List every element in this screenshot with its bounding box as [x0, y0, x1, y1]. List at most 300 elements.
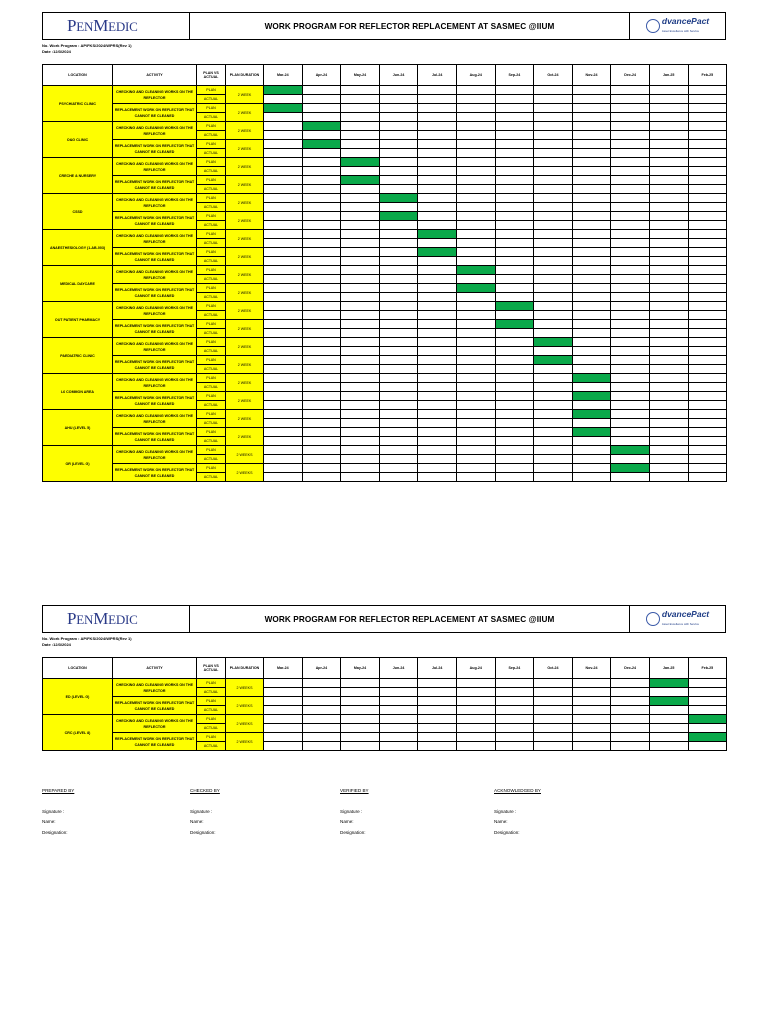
schedule-cell — [495, 311, 534, 320]
location-name: PSYCHIATRIC CLINIC — [43, 86, 113, 122]
schedule-cell — [688, 697, 727, 706]
schedule-cell — [688, 131, 727, 140]
plan-label: PLAN — [197, 86, 226, 95]
schedule-cell — [534, 185, 573, 194]
schedule-cell — [649, 122, 688, 131]
schedule-cell — [572, 473, 611, 482]
schedule-cell — [688, 95, 727, 104]
schedule-cell — [418, 293, 457, 302]
schedule-cell — [302, 221, 341, 230]
table-row — [43, 122, 727, 131]
schedule-cell — [688, 176, 727, 185]
schedule-cell — [264, 176, 303, 185]
schedule-cell — [572, 320, 611, 329]
schedule-cell — [264, 320, 303, 329]
schedule-cell — [264, 257, 303, 266]
schedule-cell — [302, 428, 341, 437]
schedule-cell — [418, 239, 457, 248]
schedule-cell — [264, 428, 303, 437]
schedule-cell — [649, 455, 688, 464]
schedule-cell — [418, 338, 457, 347]
schedule-cell — [379, 356, 418, 365]
schedule-cell — [418, 356, 457, 365]
schedule-cell — [572, 464, 611, 473]
schedule-cell — [341, 392, 380, 401]
schedule-cell — [688, 167, 727, 176]
schedule-cell — [341, 122, 380, 131]
schedule-cell — [456, 293, 495, 302]
schedule-cell — [572, 293, 611, 302]
document-date: Date :12/3/2024 — [42, 49, 71, 54]
schedule-cell — [495, 688, 534, 697]
schedule-cell — [302, 266, 341, 275]
schedule-cell — [418, 140, 457, 149]
plan-label: PLAN — [197, 446, 226, 455]
location-name: OR (LEVEL G) — [43, 446, 113, 482]
schedule-cell — [456, 697, 495, 706]
schedule-cell — [688, 230, 727, 239]
schedule-cell — [649, 724, 688, 733]
schedule-cell — [649, 383, 688, 392]
schedule-cell — [534, 140, 573, 149]
location-name: CRC (LEVEL 8) — [43, 715, 113, 751]
schedule-cell — [534, 401, 573, 410]
schedule-cell — [534, 230, 573, 239]
schedule-cell — [264, 392, 303, 401]
schedule-cell — [379, 203, 418, 212]
schedule-cell — [264, 455, 303, 464]
activity-name: CHECKING AND CLEANING WORKS ON THE REFLECTOR — [113, 338, 197, 356]
schedule-cell — [302, 706, 341, 715]
schedule-cell — [379, 221, 418, 230]
schedule-cell — [649, 176, 688, 185]
plan-bar — [418, 248, 457, 257]
schedule-cell — [572, 338, 611, 347]
table-row — [43, 176, 727, 185]
schedule-cell — [379, 365, 418, 374]
schedule-cell — [456, 320, 495, 329]
schedule-cell — [495, 203, 534, 212]
schedule-cell — [341, 679, 380, 688]
plan-label: PLAN — [197, 392, 226, 401]
schedule-cell — [649, 239, 688, 248]
schedule-cell — [264, 266, 303, 275]
verified-by-block: VERIFIED BY Signature : Name: Designation: — [340, 788, 369, 835]
schedule-cell — [456, 679, 495, 688]
schedule-cell — [688, 437, 727, 446]
plan-duration: 2 WEEK — [226, 176, 264, 194]
actual-label: ACTUAL — [197, 329, 226, 338]
plan-bar — [611, 464, 650, 473]
schedule-cell — [341, 419, 380, 428]
schedule-cell — [572, 347, 611, 356]
schedule-cell — [495, 266, 534, 275]
page-1 — [42, 12, 726, 482]
schedule-cell — [418, 697, 457, 706]
plan-duration: 2 WEEK — [226, 212, 264, 230]
actual-label: ACTUAL — [197, 149, 226, 158]
schedule-cell — [302, 320, 341, 329]
plan-duration: 2 WEEKS — [226, 715, 264, 733]
table-row — [43, 715, 727, 724]
schedule-cell — [495, 383, 534, 392]
schedule-cell — [302, 437, 341, 446]
schedule-cell — [264, 446, 303, 455]
schedule-cell — [649, 113, 688, 122]
schedule-cell — [688, 742, 727, 751]
schedule-cell — [341, 149, 380, 158]
plan-duration: 2 WEEK — [226, 122, 264, 140]
plan-bar — [495, 302, 534, 311]
schedule-cell — [649, 248, 688, 257]
schedule-cell — [534, 248, 573, 257]
schedule-cell — [649, 257, 688, 266]
schedule-cell — [572, 419, 611, 428]
schedule-cell — [572, 437, 611, 446]
schedule-cell — [302, 715, 341, 724]
col-header-activity: ACTIVITY — [113, 658, 197, 679]
schedule-cell — [418, 706, 457, 715]
schedule-cell — [534, 293, 573, 302]
schedule-cell — [611, 688, 650, 697]
schedule-table-1 — [42, 64, 727, 482]
schedule-cell — [611, 212, 650, 221]
schedule-cell — [302, 392, 341, 401]
schedule-cell — [495, 347, 534, 356]
schedule-cell — [688, 356, 727, 365]
schedule-cell — [379, 86, 418, 95]
schedule-cell — [379, 104, 418, 113]
schedule-cell — [534, 104, 573, 113]
plan-duration: 2 WEEK — [226, 194, 264, 212]
actual-label: ACTUAL — [197, 473, 226, 482]
schedule-cell — [418, 167, 457, 176]
schedule-cell — [572, 230, 611, 239]
schedule-cell — [495, 293, 534, 302]
col-header-month: May-24 — [341, 65, 380, 86]
schedule-cell — [456, 706, 495, 715]
schedule-cell — [264, 230, 303, 239]
actual-label: ACTUAL — [197, 131, 226, 140]
schedule-cell — [418, 724, 457, 733]
schedule-cell — [688, 158, 727, 167]
schedule-cell — [341, 311, 380, 320]
schedule-cell — [495, 473, 534, 482]
schedule-cell — [379, 167, 418, 176]
actual-label: ACTUAL — [197, 167, 226, 176]
schedule-cell — [534, 446, 573, 455]
schedule-cell — [649, 733, 688, 742]
plan-label: PLAN — [197, 266, 226, 275]
schedule-cell — [302, 275, 341, 284]
schedule-cell — [649, 203, 688, 212]
schedule-cell — [341, 473, 380, 482]
schedule-cell — [534, 221, 573, 230]
schedule-cell — [572, 113, 611, 122]
schedule-cell — [534, 158, 573, 167]
plan-bar — [572, 410, 611, 419]
schedule-cell — [264, 383, 303, 392]
schedule-cell — [495, 284, 534, 293]
schedule-cell — [456, 383, 495, 392]
schedule-cell — [611, 230, 650, 239]
schedule-cell — [572, 203, 611, 212]
schedule-cell — [534, 374, 573, 383]
schedule-cell — [418, 86, 457, 95]
table-row — [43, 248, 727, 257]
schedule-cell — [534, 383, 573, 392]
schedule-cell — [302, 688, 341, 697]
schedule-cell — [264, 715, 303, 724]
schedule-cell — [495, 95, 534, 104]
col-header-plan-vs-actual: PLAN VS ACTUAL — [197, 658, 226, 679]
plan-label: PLAN — [197, 248, 226, 257]
schedule-cell — [379, 697, 418, 706]
schedule-cell — [264, 697, 303, 706]
schedule-cell — [688, 401, 727, 410]
schedule-cell — [418, 401, 457, 410]
schedule-cell — [379, 284, 418, 293]
schedule-cell — [572, 383, 611, 392]
actual-label: ACTUAL — [197, 239, 226, 248]
schedule-cell — [649, 437, 688, 446]
schedule-cell — [456, 194, 495, 203]
schedule-cell — [495, 131, 534, 140]
schedule-cell — [302, 455, 341, 464]
schedule-cell — [341, 203, 380, 212]
schedule-cell — [611, 374, 650, 383]
table-row — [43, 464, 727, 473]
schedule-cell — [418, 320, 457, 329]
schedule-cell — [302, 185, 341, 194]
schedule-cell — [495, 365, 534, 374]
schedule-cell — [534, 194, 573, 203]
schedule-cell — [341, 239, 380, 248]
schedule-cell — [611, 167, 650, 176]
schedule-cell — [534, 419, 573, 428]
schedule-cell — [688, 185, 727, 194]
schedule-cell — [495, 697, 534, 706]
schedule-cell — [341, 320, 380, 329]
schedule-cell — [302, 95, 341, 104]
col-header-month: Aug-24 — [456, 658, 495, 679]
col-header-month: Oct-24 — [534, 65, 573, 86]
acknowledged-by-block: ACKNOWLEDGED BY Signature : Name: Designation: — [494, 788, 541, 835]
plan-label: PLAN — [197, 428, 226, 437]
activity-name: CHECKING AND CLEANING WORKS ON THE REFLECTOR — [113, 158, 197, 176]
plan-duration: 2 WEEK — [226, 428, 264, 446]
col-header-month: May-24 — [341, 658, 380, 679]
schedule-cell — [534, 724, 573, 733]
schedule-cell — [418, 185, 457, 194]
schedule-cell — [611, 95, 650, 104]
schedule-cell — [264, 356, 303, 365]
schedule-cell — [495, 221, 534, 230]
schedule-cell — [688, 221, 727, 230]
actual-label: ACTUAL — [197, 437, 226, 446]
schedule-cell — [456, 419, 495, 428]
schedule-cell — [649, 131, 688, 140]
schedule-cell — [302, 679, 341, 688]
schedule-cell — [456, 473, 495, 482]
schedule-cell — [572, 86, 611, 95]
schedule-cell — [611, 365, 650, 374]
schedule-cell — [572, 95, 611, 104]
col-header-plan-duration: PLAN DURATION — [226, 658, 264, 679]
col-header-month: Jul-24 — [418, 65, 457, 86]
schedule-cell — [302, 356, 341, 365]
schedule-cell — [379, 455, 418, 464]
schedule-cell — [688, 302, 727, 311]
schedule-cell — [456, 742, 495, 751]
activity-name: REPLACEMENT WORK ON REFLECTOR THAT CANNOT BE CLEANED — [113, 140, 197, 158]
schedule-cell — [688, 679, 727, 688]
schedule-cell — [649, 473, 688, 482]
schedule-cell — [302, 347, 341, 356]
schedule-cell — [534, 284, 573, 293]
schedule-cell — [418, 203, 457, 212]
schedule-cell — [264, 679, 303, 688]
schedule-cell — [611, 86, 650, 95]
actual-label: ACTUAL — [197, 347, 226, 356]
schedule-cell — [611, 473, 650, 482]
schedule-cell — [495, 374, 534, 383]
schedule-cell — [302, 419, 341, 428]
schedule-cell — [534, 455, 573, 464]
schedule-cell — [611, 320, 650, 329]
schedule-cell — [534, 347, 573, 356]
plan-label: PLAN — [197, 140, 226, 149]
schedule-cell — [341, 464, 380, 473]
schedule-cell — [572, 167, 611, 176]
table-row — [43, 428, 727, 437]
schedule-cell — [302, 167, 341, 176]
schedule-cell — [572, 275, 611, 284]
schedule-cell — [264, 733, 303, 742]
plan-duration: 2 WEEK — [226, 86, 264, 104]
schedule-cell — [302, 149, 341, 158]
schedule-cell — [495, 742, 534, 751]
location-name: O&G CLINIC — [43, 122, 113, 158]
schedule-cell — [534, 275, 573, 284]
document-meta — [42, 43, 726, 55]
plan-label: PLAN — [197, 374, 226, 383]
table-row — [43, 338, 727, 347]
schedule-cell — [341, 338, 380, 347]
schedule-cell — [688, 320, 727, 329]
schedule-cell — [418, 122, 457, 131]
schedule-cell — [418, 437, 457, 446]
plan-label: PLAN — [197, 284, 226, 293]
schedule-cell — [572, 733, 611, 742]
schedule-cell — [341, 706, 380, 715]
schedule-cell — [418, 311, 457, 320]
schedule-cell — [302, 194, 341, 203]
plan-label: PLAN — [197, 733, 226, 742]
actual-label: ACTUAL — [197, 688, 226, 697]
schedule-cell — [302, 113, 341, 122]
schedule-cell — [495, 149, 534, 158]
schedule-cell — [379, 266, 418, 275]
schedule-cell — [379, 383, 418, 392]
schedule-cell — [611, 293, 650, 302]
schedule-cell — [495, 113, 534, 122]
schedule-cell — [302, 230, 341, 239]
schedule-cell — [341, 401, 380, 410]
col-header-month: Feb-25 — [688, 658, 727, 679]
schedule-cell — [264, 311, 303, 320]
schedule-cell — [264, 473, 303, 482]
schedule-cell — [495, 122, 534, 131]
schedule-cell — [495, 239, 534, 248]
schedule-cell — [495, 194, 534, 203]
schedule-cell — [379, 140, 418, 149]
schedule-cell — [611, 266, 650, 275]
schedule-cell — [495, 248, 534, 257]
plan-duration: 2 WEEK — [226, 248, 264, 266]
schedule-cell — [649, 401, 688, 410]
schedule-cell — [418, 212, 457, 221]
schedule-cell — [341, 275, 380, 284]
col-header-month: Mar-24 — [264, 658, 303, 679]
schedule-cell — [572, 194, 611, 203]
schedule-cell — [572, 715, 611, 724]
schedule-cell — [534, 473, 573, 482]
schedule-cell — [302, 446, 341, 455]
schedule-cell — [534, 311, 573, 320]
schedule-cell — [456, 428, 495, 437]
schedule-cell — [572, 158, 611, 167]
schedule-cell — [572, 131, 611, 140]
plan-duration: 2 WEEKS — [226, 733, 264, 751]
schedule-cell — [264, 194, 303, 203]
table-row — [43, 392, 727, 401]
schedule-cell — [302, 302, 341, 311]
plan-bar — [302, 122, 341, 131]
schedule-cell — [456, 311, 495, 320]
activity-name: CHECKING AND CLEANING WORKS ON THE REFLECTOR — [113, 122, 197, 140]
schedule-cell — [341, 724, 380, 733]
schedule-cell — [688, 374, 727, 383]
schedule-cell — [688, 203, 727, 212]
schedule-cell — [418, 365, 457, 374]
plan-label: PLAN — [197, 212, 226, 221]
schedule-cell — [341, 113, 380, 122]
schedule-cell — [456, 374, 495, 383]
schedule-cell — [341, 266, 380, 275]
schedule-cell — [379, 392, 418, 401]
schedule-cell — [264, 284, 303, 293]
schedule-cell — [649, 428, 688, 437]
schedule-cell — [418, 275, 457, 284]
plan-label: PLAN — [197, 194, 226, 203]
schedule-cell — [379, 248, 418, 257]
schedule-cell — [456, 329, 495, 338]
schedule-cell — [534, 149, 573, 158]
schedule-cell — [611, 194, 650, 203]
schedule-cell — [379, 715, 418, 724]
schedule-cell — [341, 437, 380, 446]
location-name: AHU (LEVEL 5) — [43, 410, 113, 446]
schedule-cell — [649, 167, 688, 176]
plan-bar — [495, 320, 534, 329]
schedule-cell — [264, 374, 303, 383]
col-header-location: LOCATION — [43, 65, 113, 86]
schedule-cell — [611, 257, 650, 266]
schedule-cell — [688, 724, 727, 733]
activity-name: CHECKING AND CLEANING WORKS ON THE REFLECTOR — [113, 194, 197, 212]
schedule-cell — [611, 679, 650, 688]
